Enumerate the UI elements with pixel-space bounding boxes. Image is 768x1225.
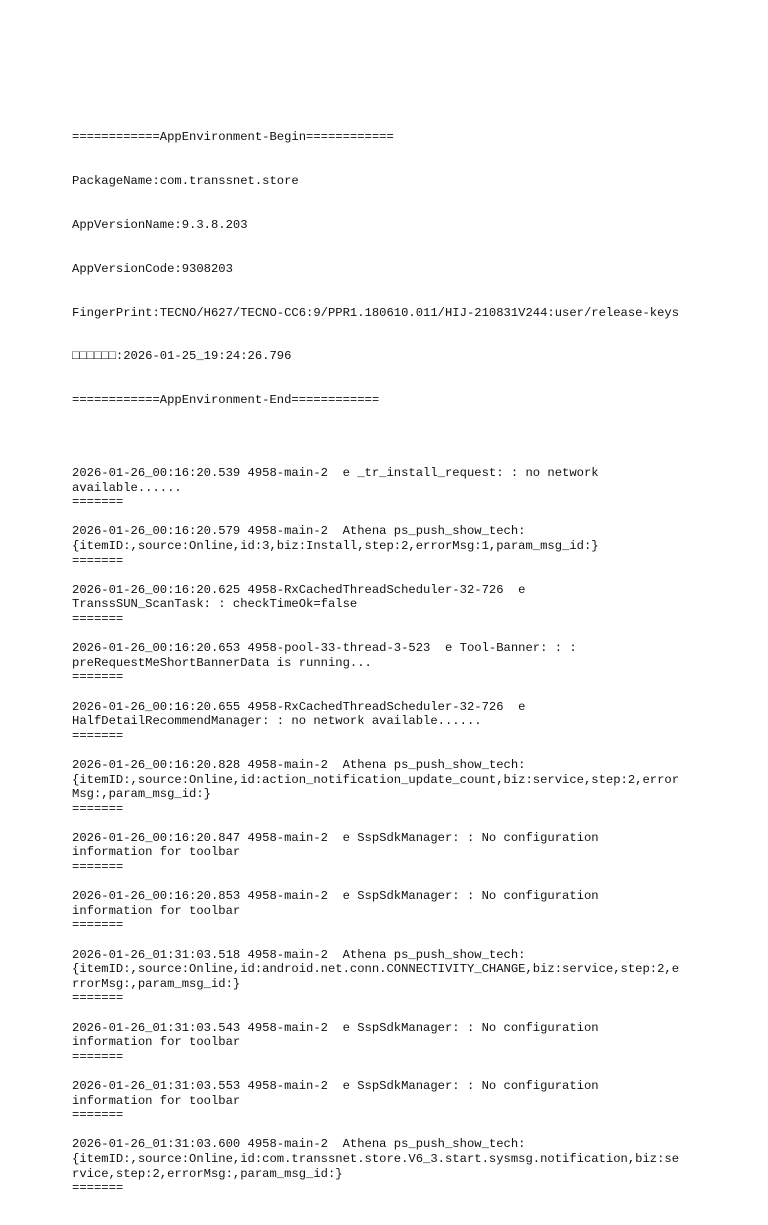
entry-separator: ======= (72, 1049, 124, 1064)
log-document (72, 72, 712, 1225)
log-line: 2026-01-26_00:16:20.853 4958-main-2 e SspSdkManager: : No configuration (72, 889, 599, 904)
log-line: information for toolbar (72, 1035, 241, 1050)
env-begin-marker: ============AppEnvironment-Begin============ (72, 130, 394, 145)
log-line: 2026-01-26_01:31:03.600 4958-main-2 Athena ps_push_show_tech: (72, 1137, 526, 1152)
fingerprint: FingerPrint:TECNO/H627/TECNO-CC6:9/PPR1.180610.011/HIJ-210831V244:user/release-keys (72, 305, 680, 320)
log-line: 2026-01-26_00:16:20.655 4958-RxCachedThreadScheduler-32-726 e (72, 699, 526, 714)
app-version-code: AppVersionCode:9308203 (72, 261, 233, 276)
log-entry (72, 583, 712, 627)
entry-separator: ======= (72, 670, 124, 685)
log-entry (72, 1021, 712, 1065)
log-entry (72, 466, 712, 510)
log-line: information for toolbar (72, 903, 241, 918)
entry-separator: ======= (72, 611, 124, 626)
log-line: 2026-01-26_01:31:03.518 4958-main-2 Athena ps_push_show_tech: (72, 947, 526, 962)
log-entry (72, 641, 712, 685)
log-entry (72, 1079, 712, 1123)
log-line: rrorMsg:,param_msg_id:} (72, 976, 241, 991)
log-line: 2026-01-26_00:16:20.828 4958-main-2 Athena ps_push_show_tech: (72, 757, 526, 772)
log-entry (72, 831, 712, 875)
log-line: available...... (72, 480, 182, 495)
log-entry (72, 889, 712, 933)
entry-separator: ======= (72, 860, 124, 875)
log-line: rvice,step:2,errorMsg:,param_msg_id:} (72, 1166, 343, 1181)
log-line: Msg:,param_msg_id:} (72, 787, 211, 802)
log-line: HalfDetailRecommendManager: : no network available...... (72, 714, 482, 729)
log-line: 2026-01-26_01:31:03.543 4958-main-2 e SspSdkManager: : No configuration (72, 1020, 599, 1035)
log-line: 2026-01-26_00:16:20.847 4958-main-2 e SspSdkManager: : No configuration (72, 830, 599, 845)
app-environment-block (72, 101, 712, 437)
entry-separator: ======= (72, 495, 124, 510)
log-entry (72, 948, 712, 1006)
log-entry (72, 1137, 712, 1195)
log-line: 2026-01-26_00:16:20.579 4958-main-2 Athena ps_push_show_tech: (72, 524, 526, 539)
entry-separator: ======= (72, 991, 124, 1006)
entry-separator: ======= (72, 728, 124, 743)
entry-separator: ======= (72, 553, 124, 568)
entry-separator: ======= (72, 801, 124, 816)
package-name: PackageName:com.transsnet.store (72, 174, 299, 189)
log-line: {itemID:,source:Online,id:com.transsnet.store.V6_3.start.sysmsg.notification,biz:se (72, 1151, 680, 1166)
log-line: 2026-01-26_01:31:03.553 4958-main-2 e SspSdkManager: : No configuration (72, 1078, 599, 1093)
env-end-marker: ============AppEnvironment-End============ (72, 393, 380, 408)
env-timestamp: □□□□□□:2026-01-25_19:24:26.796 (72, 349, 292, 364)
log-line: {itemID:,source:Online,id:3,biz:Install,step:2,errorMsg:1,param_msg_id:} (72, 539, 599, 553)
entry-separator: ======= (72, 1108, 124, 1123)
log-line: {itemID:,source:Online,id:android.net.conn.CONNECTIVITY_CHANGE,biz:service,step:2,e (72, 962, 680, 977)
log-line: preRequestMeShortBannerData is running... (72, 655, 372, 670)
log-entries (72, 466, 712, 1196)
log-entry (72, 758, 712, 816)
entry-separator: ======= (72, 1181, 124, 1196)
log-line: information for toolbar (72, 1093, 241, 1108)
log-line: information for toolbar (72, 845, 241, 860)
log-line: 2026-01-26_00:16:20.625 4958-RxCachedThreadScheduler-32-726 e (72, 582, 526, 597)
log-entry (72, 700, 712, 744)
app-version-name: AppVersionName:9.3.8.203 (72, 217, 248, 232)
log-line: 2026-01-26_00:16:20.653 4958-pool-33-thread-3-523 e Tool-Banner: : : (72, 641, 577, 656)
log-line: 2026-01-26_00:16:20.539 4958-main-2 e _tr_install_request: : no network (72, 466, 599, 481)
log-entry (72, 524, 712, 568)
log-line: {itemID:,source:Online,id:action_notification_update_count,biz:service,step:2,error (72, 772, 680, 787)
entry-separator: ======= (72, 918, 124, 933)
log-line: TranssSUN_ScanTask: : checkTimeOk=false (72, 597, 358, 612)
